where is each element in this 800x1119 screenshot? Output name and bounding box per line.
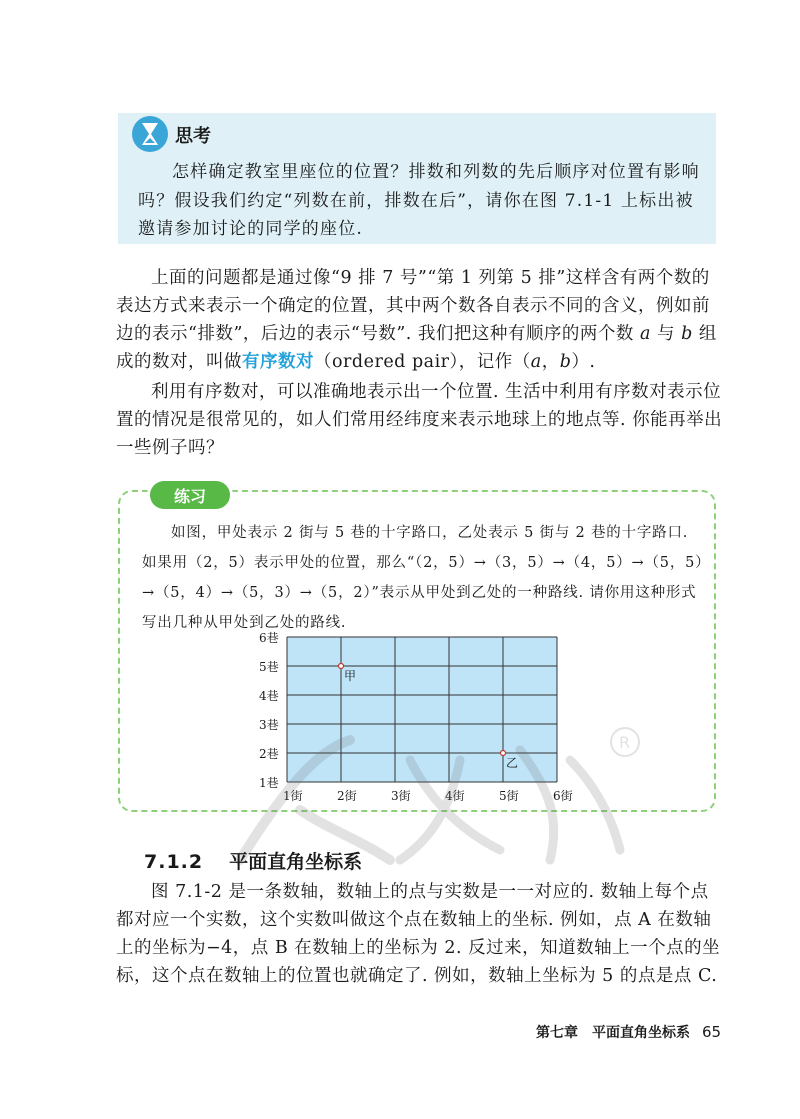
y-tick-label: 6巷 bbox=[259, 631, 279, 645]
p1-text3: （ordered pair），记作（ bbox=[314, 352, 531, 372]
x-tick-label: 1街 bbox=[283, 789, 303, 803]
p1-text4: ）. bbox=[571, 352, 596, 372]
page-footer bbox=[536, 1022, 721, 1042]
footer-chapter: 第七章 平面直角坐标系 bbox=[536, 1025, 690, 1041]
section-heading bbox=[144, 847, 362, 874]
x-tick-label: 5街 bbox=[499, 789, 519, 803]
x-tick-label: 3街 bbox=[391, 789, 411, 803]
var-a: a bbox=[639, 324, 651, 344]
var-b: b bbox=[681, 324, 693, 344]
term-ordered-pair: 有序数对 bbox=[242, 352, 314, 372]
intersection-point bbox=[501, 751, 506, 756]
paragraph-usage: 利用有序数对，可以准确地表示出一个位置. 生活中利用有序数对表示位置的情况是很常见的，如人们常用经纬度来表示地球上的地点等. 你能再举出一些例子吗？ bbox=[116, 382, 723, 458]
think-body: 怎样确定教室里座位的位置？排数和列数的先后顺序对位置有影响吗？假设我们约定“列数在前，排数在后”，请你在图 7.1-1 上标出被邀请参加讨论的同学的座位. bbox=[138, 162, 700, 239]
pair-b: b bbox=[559, 352, 572, 372]
p1-text: 上面的问题都是通过像“9 排 7 号”“第 1 列第 5 排”这样含有两个数的表达方式来表示一个确定的位置，其中两个数各自表示不同的含义，例如前边的表示“排数”，后边的表示“号数”. 我们把这种有顺序的两个数 bbox=[116, 268, 710, 344]
p1-mid: 与 bbox=[650, 324, 682, 344]
point-label: 甲 bbox=[344, 669, 357, 683]
practice-text: 如图，甲处表示 2 街与 5 巷的十字路口，乙处表示 5 街与 2 巷的十字路口. 如果用（2，5）表示甲处的位置，那么“（2，5）→（3，5）→（4，5）→（5，5）→（5，4）→（5，3）→（5，2）”表示从甲处到乙处的一种路线. 请你用这种形式写出几种从甲处到乙处的路线. bbox=[142, 525, 704, 631]
section-number: 7.1.2 bbox=[144, 851, 204, 873]
y-tick-label: 3巷 bbox=[259, 718, 279, 732]
page-number: 65 bbox=[702, 1023, 722, 1041]
x-tick-label: 6街 bbox=[553, 789, 573, 803]
x-tick-label: 4街 bbox=[445, 789, 465, 803]
pair-a: a bbox=[530, 352, 542, 372]
think-title: 思考 bbox=[175, 126, 211, 147]
y-tick-label: 4巷 bbox=[259, 689, 279, 703]
y-tick-label: 5巷 bbox=[259, 660, 279, 674]
y-tick-label: 1巷 bbox=[259, 776, 279, 790]
y-tick-label: 2巷 bbox=[259, 747, 279, 761]
p1-text2: 组成的数对，叫做 bbox=[116, 324, 717, 372]
svg-text:R: R bbox=[619, 733, 631, 752]
x-tick-label: 2街 bbox=[337, 789, 357, 803]
paragraph-number-line: 图 7.1-2 是一条数轴，数轴上的点与实数是一一对应的. 数轴上每个点都对应一个实数，这个实数叫做这个点在数轴上的坐标. 例如，点 A 在数轴上的坐标为−4，点 B 在数轴上的坐标为 2. 反过来，知道数轴上一个点的坐标，这个点在数轴上的位置也就确定了. 例如，数轴上坐标为 5 的点是点 C. bbox=[116, 882, 721, 986]
practice-label: 练习 bbox=[150, 481, 230, 509]
pair-comma: ， bbox=[541, 352, 560, 372]
intersection-point bbox=[339, 664, 344, 669]
section-title: 平面直角坐标系 bbox=[229, 851, 363, 873]
point-label: 乙 bbox=[506, 756, 519, 770]
